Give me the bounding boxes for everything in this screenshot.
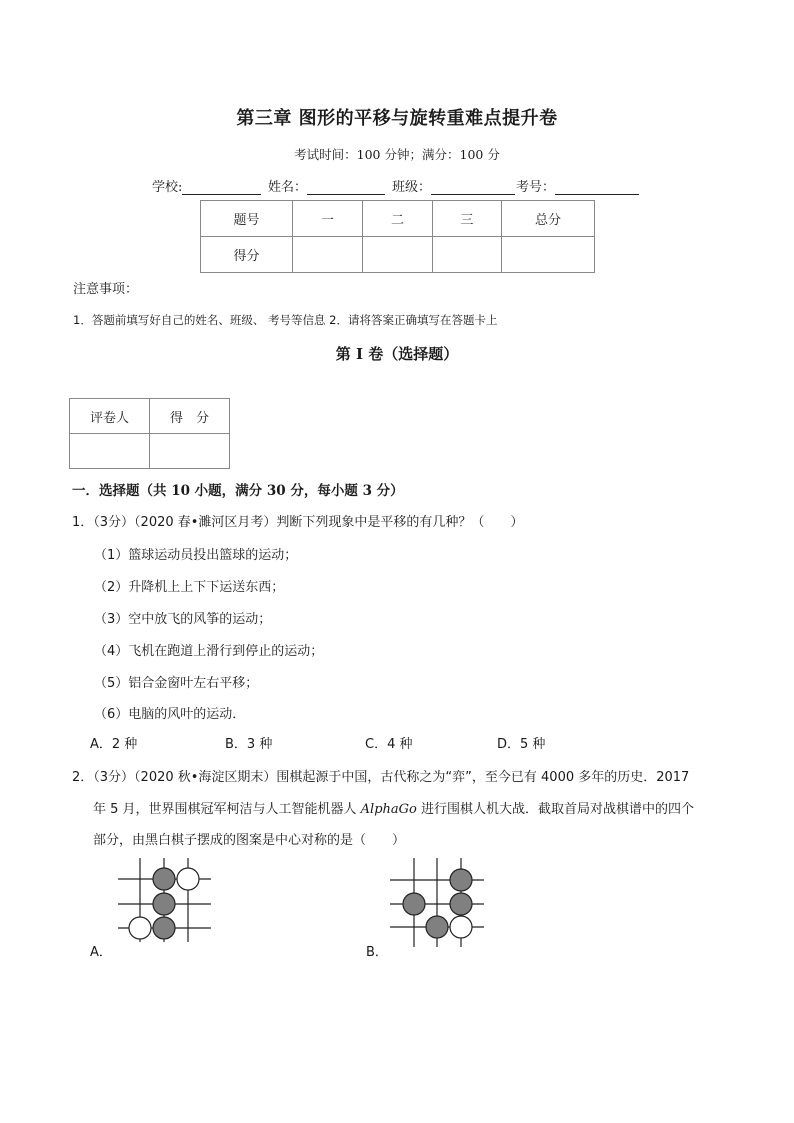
question-1-item: （3）空中放飞的风筝的运动； — [94, 612, 272, 627]
figure-a-label[interactable]: A． — [90, 945, 112, 960]
figure-b-label[interactable]: B． — [366, 945, 388, 960]
exam-no-blank[interactable] — [555, 180, 639, 195]
exam-no-field — [516, 176, 639, 195]
gray-stone — [450, 893, 472, 915]
grader-header-row — [70, 399, 230, 434]
score-col-question: 题号 — [201, 201, 293, 237]
score-col-total: 总分 — [502, 201, 595, 237]
part-title: 第 I 卷（选择题） — [335, 345, 459, 363]
gray-stone — [153, 868, 175, 890]
grader-table — [69, 398, 230, 469]
score-row-label: 得分 — [201, 237, 293, 273]
alphago-term: AlphaGo — [360, 802, 417, 817]
score-table — [200, 200, 595, 273]
class-blank[interactable] — [431, 180, 515, 195]
go-board-figure-b — [390, 858, 485, 948]
question-2-line-2 — [93, 798, 694, 817]
school-blank[interactable] — [182, 180, 261, 195]
grader-cell[interactable] — [70, 434, 150, 469]
name-label: 姓名： — [268, 180, 308, 195]
question-1-choice-b[interactable]: B．3 种 — [225, 737, 273, 752]
gray-stone — [426, 916, 448, 938]
class-field — [392, 176, 515, 195]
score-col-2: 二 — [363, 201, 433, 237]
school-field — [152, 176, 261, 195]
question-2-line-2a: 年 5 月，世界围棋冠军柯洁与人工智能机器人 — [93, 802, 361, 817]
grader-score-cell[interactable] — [150, 434, 230, 469]
question-2-line-3: 部分，由黑白棋子摆成的图案是中心对称的是（ ） — [93, 833, 406, 848]
go-board-figure-a — [118, 858, 213, 943]
gray-stone — [153, 893, 175, 915]
gray-stone — [153, 917, 175, 939]
white-stone — [177, 868, 199, 890]
question-1-item: （1）篮球运动员投出篮球的运动； — [94, 548, 298, 563]
white-stone — [450, 916, 472, 938]
question-1-stem: 1．（3分）（2020 春•濉河区月考）判断下列现象中是平移的有几种？（ ） — [72, 515, 524, 530]
grader-label: 评卷人 — [70, 399, 150, 434]
gray-stone — [450, 869, 472, 891]
question-2-line-1: 2．（3分）（2020 秋•海淀区期末）围棋起源于中国，古代称之为“弈”，至今已有 4000 多年的历史．2017 — [72, 770, 690, 785]
section-title: 一．选择题（共 10 小题，满分 30 分，每小题 3 分） — [72, 483, 404, 499]
question-1-choice-d[interactable]: D．5 种 — [497, 737, 546, 752]
score-cell-total[interactable] — [502, 237, 595, 273]
question-1-item: （6）电脑的风叶的运动． — [94, 707, 246, 722]
exam-meta: 考试时间：100 分钟；满分：100 分 — [294, 147, 500, 162]
name-blank[interactable] — [307, 180, 385, 195]
question-1-choice-a[interactable]: A．2 种 — [90, 737, 138, 752]
page-title: 第三章 图形的平移与旋转重难点提升卷 — [236, 108, 558, 129]
gray-stone — [403, 893, 425, 915]
score-cell-3[interactable] — [433, 237, 502, 273]
score-value-row — [201, 237, 595, 273]
question-1-item: （2）升降机上上下下运送东西； — [94, 580, 285, 595]
score-col-3: 三 — [433, 201, 502, 237]
score-header-row — [201, 201, 595, 237]
question-1-item: （5）铝合金窗叶左右平移； — [94, 676, 259, 691]
white-stone — [129, 917, 151, 939]
question-1-choice-c[interactable]: C．4 种 — [365, 737, 413, 752]
name-field — [268, 176, 385, 195]
score-cell-2[interactable] — [363, 237, 433, 273]
school-label: 学校: — [152, 180, 183, 195]
notes-body: 1．答题前填写好自己的姓名、班级、 考号等信息 2．请将答案正确填写在答题卡上 — [73, 313, 498, 327]
grader-value-row — [70, 434, 230, 469]
score-cell-1[interactable] — [293, 237, 363, 273]
exam-no-label: 考号： — [516, 180, 556, 195]
grader-score-label: 得 分 — [150, 399, 230, 434]
question-1-item: （4）飞机在跑道上滑行到停止的运动； — [94, 644, 324, 659]
score-col-1: 一 — [293, 201, 363, 237]
class-label: 班级： — [392, 180, 432, 195]
notes-title: 注意事项： — [73, 282, 139, 297]
question-2-line-2b: 进行围棋人机大战．截取首局对战棋谱中的四个 — [416, 802, 695, 817]
